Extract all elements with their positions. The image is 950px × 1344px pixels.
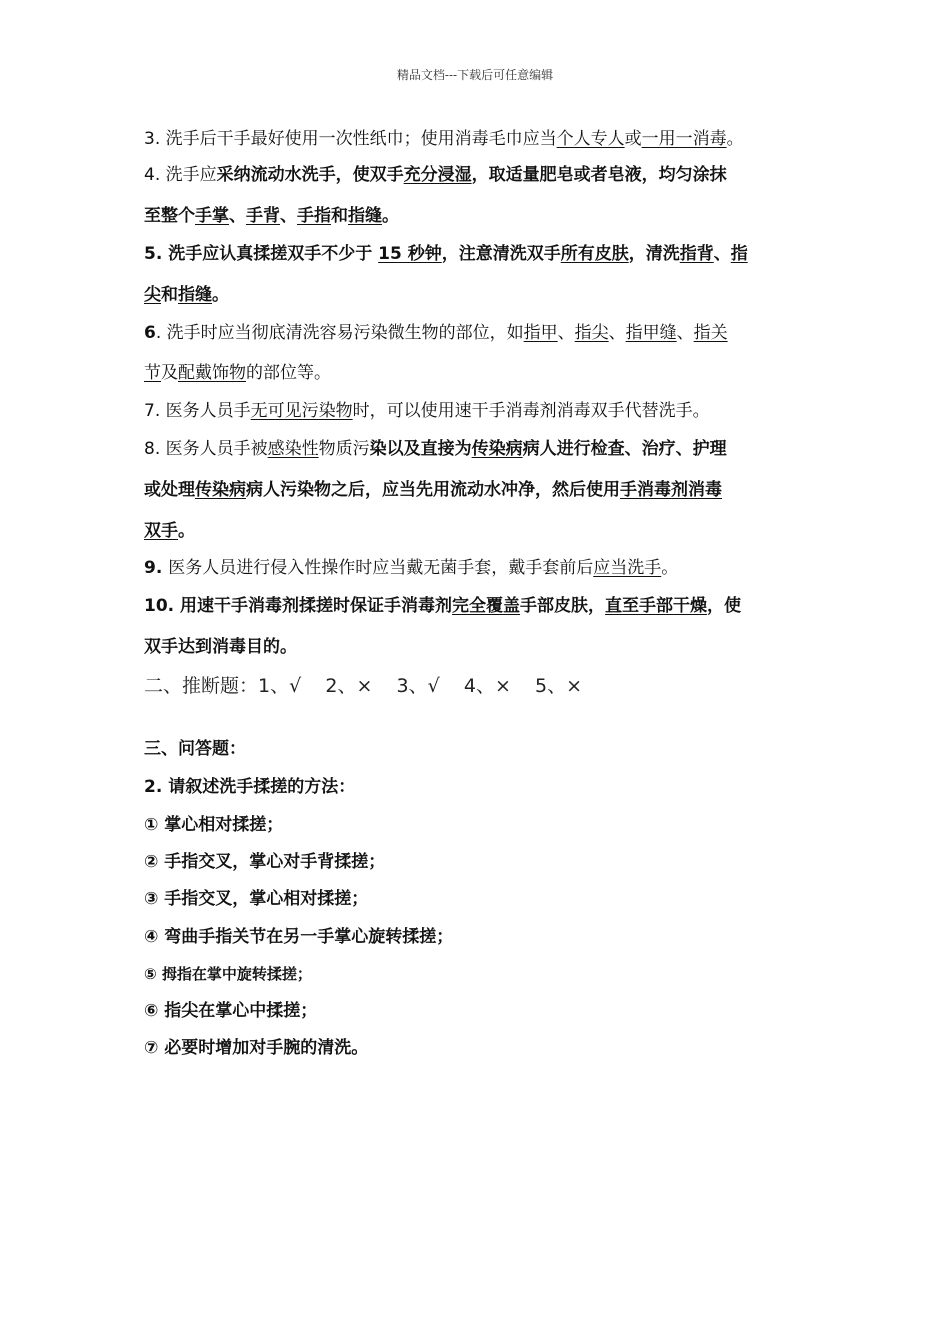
text-segment: 或	[624, 129, 642, 149]
text-segment: 、	[713, 244, 731, 264]
text-line	[144, 362, 331, 384]
page-header: 精品文档---下载后可任意编辑	[396, 68, 554, 82]
text-segment: 、	[557, 323, 575, 343]
text-segment: 至整个	[144, 206, 195, 226]
text-segment: ⑦ 必要时增加对手腕的清洗。	[144, 1038, 369, 1058]
text-segment: 指甲缝	[625, 323, 677, 343]
text-segment: ，使	[707, 596, 742, 616]
text-segment: 感染性	[267, 439, 319, 459]
text-segment: 。	[726, 129, 744, 149]
text-segment: 双手	[144, 521, 178, 541]
text-segment: 指尖	[574, 323, 609, 343]
text-segment: 一用一消毒	[641, 129, 727, 149]
text-segment: 和	[331, 206, 348, 226]
text-segment: 。	[661, 558, 679, 578]
text-line	[144, 888, 368, 910]
text-segment: 染以及直接为	[369, 439, 472, 459]
text-segment: 和	[161, 285, 178, 305]
text-line	[144, 479, 722, 501]
text-line	[144, 814, 283, 836]
text-segment: 病人进行检查、治疗、护理	[522, 439, 727, 459]
text-segment: 指缝	[178, 285, 212, 305]
text-segment: . 洗手时应当彻底清洗容易污染微生物的部位，如	[155, 323, 524, 343]
text-segment: 。	[178, 521, 195, 541]
text-line	[144, 164, 727, 186]
text-segment: 指背	[679, 244, 714, 264]
text-segment: 尖	[144, 285, 161, 305]
text-line	[144, 322, 728, 344]
text-line	[144, 963, 312, 985]
text-line	[144, 438, 727, 460]
text-segment: ，注意清洗双手	[441, 244, 561, 264]
text-segment: 个人专人	[556, 129, 625, 149]
text-segment: 三、问答题：	[144, 739, 246, 759]
text-segment: 2. 请叙述洗手揉搓的方法：	[144, 777, 356, 797]
text-line	[144, 128, 744, 150]
text-segment: 指	[730, 244, 748, 264]
text-segment: 指关	[693, 323, 728, 343]
text-segment: 的部位等。	[246, 363, 331, 383]
text-segment: ④ 弯曲手指关节在另一手掌心旋转揉搓；	[144, 927, 454, 947]
text-segment: 、	[280, 206, 297, 226]
text-line	[144, 926, 453, 948]
text-segment: 或处理	[144, 480, 195, 500]
text-segment: 充分浸湿	[403, 165, 472, 185]
text-segment: 、	[229, 206, 246, 226]
text-segment: 时，可以使用速干手消毒剂消毒双手代替洗手。	[352, 401, 710, 421]
text-segment: 、	[608, 323, 626, 343]
text-line	[144, 243, 748, 265]
text-segment: 手掌	[195, 206, 229, 226]
text-line	[144, 851, 385, 873]
judgement-answers: 二、推断题：1、√ 2、× 3、√ 4、× 5、×	[144, 675, 583, 697]
text-segment: 病人污染物之后，应当先用流动水冲净，然后使用	[246, 480, 620, 500]
text-line	[144, 400, 710, 422]
text-line	[144, 205, 399, 227]
text-line	[144, 1037, 368, 1059]
text-segment: 手消毒剂消毒	[620, 480, 722, 500]
text-segment: 传染病	[195, 480, 246, 500]
text-segment: 干燥	[673, 596, 708, 616]
text-segment: 9.	[144, 558, 169, 578]
text-segment: ③ 手指交叉，掌心相对揉搓；	[144, 889, 369, 909]
text-segment: 4. 洗手应	[144, 165, 217, 185]
text-segment: 、	[676, 323, 694, 343]
text-segment: 。	[382, 206, 399, 226]
text-segment: 指甲	[523, 323, 558, 343]
text-segment: 及	[161, 363, 178, 383]
text-segment: 8. 医务人员手被	[144, 439, 268, 459]
text-segment: 6	[144, 323, 156, 343]
text-segment: 采纳流动水洗手，使双手	[216, 165, 404, 185]
text-segment: 手背	[246, 206, 280, 226]
text-line	[144, 738, 246, 760]
text-segment: ，取适量肥皂或者皂液，均匀涂抹	[471, 165, 727, 185]
text-segment: 3. 洗手后干手最好使用一次性纸巾；使用消毒毛巾应当	[144, 129, 557, 149]
text-segment: 节	[144, 363, 161, 383]
text-segment: 无可见污染物	[250, 401, 353, 421]
text-line	[144, 520, 195, 542]
text-segment: 10. 用速干手消毒剂揉搓时保证手消毒剂	[144, 596, 453, 616]
text-segment: ② 手指交叉，掌心对手背揉搓；	[144, 852, 386, 872]
text-segment: 5. 洗手应认真揉搓双手不少于	[144, 244, 379, 264]
text-segment: 7. 医务人员手	[144, 401, 251, 421]
text-line	[144, 284, 229, 306]
text-segment: 应当洗手	[593, 558, 662, 578]
text-segment: ，清洗	[628, 244, 680, 264]
text-line	[144, 776, 355, 798]
text-segment: ⑥ 指尖在掌心中揉搓；	[144, 1001, 318, 1021]
text-segment: 指缝	[348, 206, 382, 226]
text-segment: 所有皮肤	[560, 244, 629, 264]
text-line	[144, 557, 678, 579]
text-line	[144, 636, 297, 658]
text-segment: 完全覆盖	[452, 596, 521, 616]
text-segment: 手指	[297, 206, 331, 226]
text-segment: 直至手部	[605, 596, 674, 616]
text-segment: 15 秒钟	[378, 244, 442, 264]
text-segment: ① 掌心相对揉搓；	[144, 815, 284, 835]
text-segment: ⑤ 拇指在掌中旋转揉搓；	[144, 965, 312, 983]
text-segment: 医务人员进行侵入性操作时应当戴无菌手套，戴手套前后	[168, 558, 594, 578]
text-segment: 双手达到消毒目的。	[144, 637, 297, 657]
text-line	[144, 595, 741, 617]
text-segment: 物质污	[318, 439, 370, 459]
text-segment: 配戴饰物	[178, 363, 246, 383]
text-segment: 。	[212, 285, 229, 305]
text-segment: 手部皮肤，	[520, 596, 606, 616]
text-segment: 传染病	[471, 439, 523, 459]
text-line	[144, 1000, 317, 1022]
